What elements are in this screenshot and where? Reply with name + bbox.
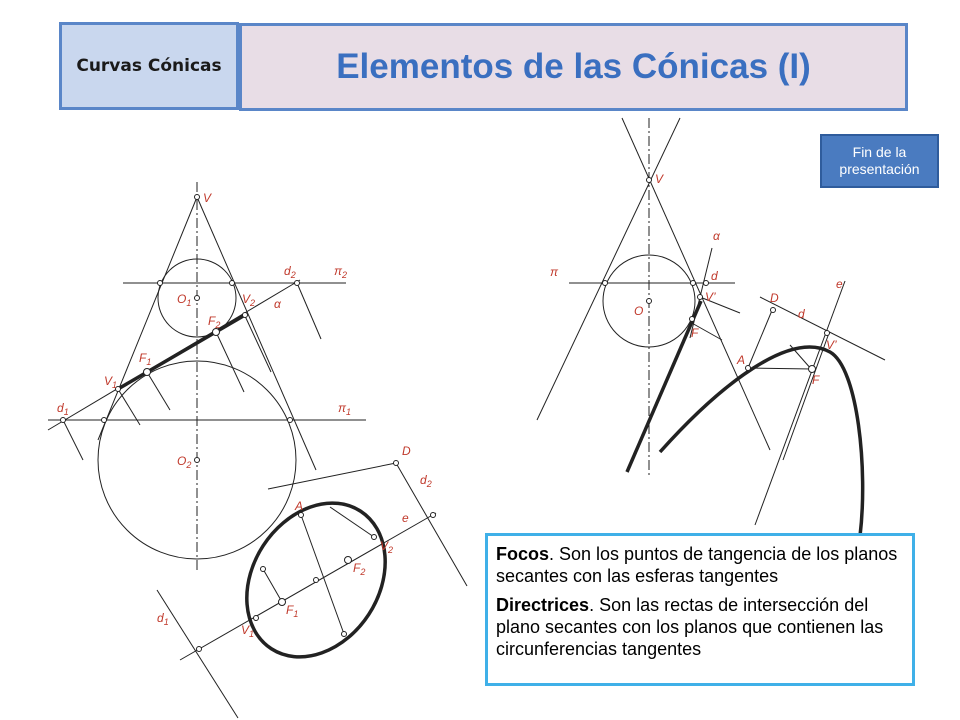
point-right-pi-left bbox=[603, 281, 608, 286]
label-right-d2: d bbox=[798, 307, 805, 321]
label-ellipse-d2: $d_2$ bbox=[420, 473, 432, 489]
point-ellipse-chord-end bbox=[342, 632, 347, 637]
point-right-pi-right bbox=[691, 281, 696, 286]
d2-line bbox=[297, 283, 321, 339]
right-cone-left-line bbox=[537, 118, 680, 420]
point-right-vprime bbox=[698, 295, 703, 300]
point-d2 bbox=[295, 281, 300, 286]
point-pi2-right bbox=[230, 281, 235, 286]
point-pi1-left bbox=[102, 418, 107, 423]
point-pi2-left bbox=[158, 281, 163, 286]
directrices-paragraph bbox=[496, 594, 905, 660]
focos-term: Focos bbox=[496, 544, 550, 564]
label-o1: $O_1$ bbox=[177, 292, 192, 308]
point-f1 bbox=[144, 369, 151, 376]
label-ellipse-f2: $F_2$ bbox=[353, 561, 366, 577]
definitions-box bbox=[485, 533, 915, 686]
label-right-e: e bbox=[836, 277, 843, 291]
ellipse-chord-1 bbox=[301, 515, 344, 634]
ellipse-chord-2 bbox=[330, 507, 374, 537]
label-right-A: A bbox=[737, 353, 746, 367]
point-ellipse-v1 bbox=[254, 616, 259, 621]
ellipse-chord-3 bbox=[263, 569, 282, 602]
point-ellipse-center bbox=[314, 578, 319, 583]
point-d1 bbox=[61, 418, 66, 423]
right-cone-right-line bbox=[622, 118, 770, 450]
v2-perpendicular-line bbox=[245, 316, 271, 372]
label-right-alpha: α bbox=[713, 229, 720, 243]
point-A bbox=[299, 513, 304, 518]
label-d1: $d_1$ bbox=[57, 401, 69, 417]
left-cone-line bbox=[98, 197, 197, 440]
point-right-d bbox=[704, 281, 709, 286]
focos-text: . Son los puntos de tangencia de los planos secantes con las esferas tangentes bbox=[496, 544, 898, 586]
ellipse-d2-line bbox=[268, 463, 396, 489]
point-ellipse-d1 bbox=[197, 647, 202, 652]
point-right-D bbox=[771, 308, 776, 313]
point-o1 bbox=[195, 296, 200, 301]
focos-paragraph bbox=[496, 543, 905, 587]
page-title: Elementos de las Cónicas (I) bbox=[239, 23, 908, 111]
point-v2 bbox=[243, 313, 248, 318]
point-pi1-right bbox=[288, 418, 293, 423]
label-right-d: d bbox=[711, 269, 718, 283]
point-ellipse-chord bbox=[261, 567, 266, 572]
label-e: e bbox=[402, 511, 409, 525]
label-right-v: V bbox=[655, 172, 664, 186]
label-right-f: F bbox=[691, 326, 699, 340]
point-right-f bbox=[690, 317, 695, 322]
f2-perpendicular-line bbox=[216, 332, 244, 392]
right-axis-parabola-line bbox=[783, 333, 829, 460]
label-v2: $V_2$ bbox=[242, 292, 256, 308]
point-right-vprime2 bbox=[825, 331, 830, 336]
directrices-text: . Son las rectas de intersección del plano secantes con los planos que contienen las circunferencias tangentes bbox=[496, 595, 884, 659]
point-right-F bbox=[809, 366, 816, 373]
section-tag: Curvas Cónicas bbox=[59, 22, 239, 110]
ellipse-d1-line bbox=[157, 590, 238, 718]
label-right-vprime2: V’ bbox=[826, 338, 837, 352]
label-right-F: F bbox=[812, 373, 820, 387]
label-ellipse-f1: $F_1$ bbox=[286, 603, 299, 619]
directrices-term: Directrices bbox=[496, 595, 590, 615]
point-right-o bbox=[647, 299, 652, 304]
point-D bbox=[394, 461, 399, 466]
point-right-v bbox=[647, 178, 652, 183]
label-ellipse-v1: $V_1$ bbox=[241, 623, 255, 639]
right-a-to-f-line bbox=[748, 368, 812, 369]
point-ellipse-f1 bbox=[279, 599, 286, 606]
label-A: A bbox=[295, 499, 304, 513]
label-pi1: $\pi_1$ bbox=[338, 401, 352, 417]
point-o2 bbox=[195, 458, 200, 463]
f1-perpendicular-line bbox=[147, 372, 170, 410]
label-v1: $V_1$ bbox=[104, 374, 118, 390]
label-ellipse-d1: $d_1$ bbox=[157, 611, 169, 627]
point-ellipse-f2 bbox=[345, 557, 352, 564]
point-ellipse-v2 bbox=[372, 535, 377, 540]
left-major-axis-segment bbox=[118, 315, 245, 389]
label-ellipse-v2: $V_2$ bbox=[380, 539, 394, 555]
label-right-pi: π bbox=[550, 265, 559, 279]
point-e bbox=[431, 513, 436, 518]
label-right-vprime: V’ bbox=[705, 290, 716, 304]
label-pi2: $\pi_2$ bbox=[334, 264, 348, 280]
label-f2: $F_2$ bbox=[208, 314, 221, 330]
label-o2: $O_2$ bbox=[177, 454, 192, 470]
end-presentation-label: Fin de la presentación bbox=[839, 144, 920, 177]
label-alpha: α bbox=[274, 297, 281, 311]
label-right-D: D bbox=[770, 291, 779, 305]
label-right-o: O bbox=[634, 304, 644, 318]
d1-line bbox=[63, 420, 83, 460]
label-d2: $d_2$ bbox=[284, 264, 296, 280]
label-v: V bbox=[203, 191, 212, 205]
label-D: D bbox=[402, 444, 411, 458]
label-f1: $F_1$ bbox=[139, 351, 152, 367]
point-right-A bbox=[746, 366, 751, 371]
point-v bbox=[195, 195, 200, 200]
